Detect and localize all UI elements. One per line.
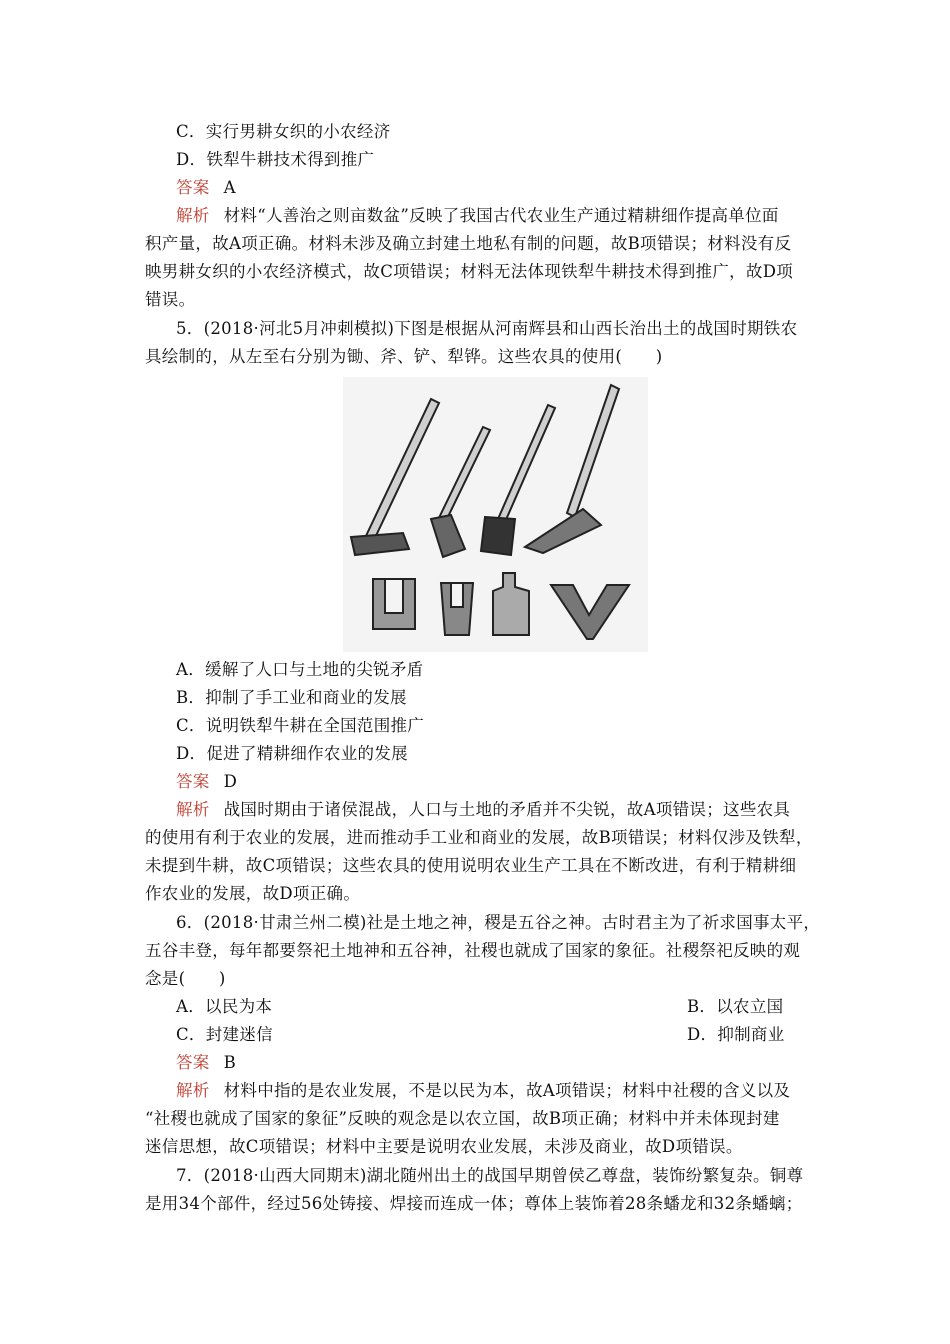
q6-option-b: B．以农立国 [687, 997, 784, 1016]
q5-analysis-line: 未提到牛耕，故C项错误；这些农具的使用说明农业生产工具在不断改进，有利于精耕细 [145, 856, 797, 875]
q5-analysis-line [176, 796, 856, 824]
q6-option-c: C．封建迷信 [176, 1025, 273, 1044]
q5-option-d: D．促进了精耕细作农业的发展 [176, 744, 408, 763]
q4-analysis-line: 映男耕女织的小农经济模式，故C项错误；材料无法体现铁犁牛耕技术得到推广，故D项 [145, 262, 794, 281]
answer-value: B [223, 1053, 237, 1072]
analysis-text: 战国时期由于诸侯混战，人口与土地的矛盾并不尖锐，故A项错误；这些农具 [223, 800, 791, 819]
q4-analysis-line: 错误。 [145, 290, 196, 309]
analysis-label: 解析 [176, 800, 210, 819]
q6-options-row-1 [176, 993, 856, 1021]
q5-stem-line: 具绘制的，从左至右分别为锄、斧、铲、犁铧。这些农具的使用( ) [145, 347, 663, 366]
q5-analysis-line: 的使用有利于农业的发展，进而推动手工业和商业的发展，故B项错误；材料仅涉及铁犁， [145, 828, 813, 847]
q5-option-b: B．抑制了手工业和商业的发展 [176, 688, 407, 707]
analysis-label: 解析 [176, 206, 210, 225]
analysis-label: 解析 [176, 1081, 210, 1100]
q5-answer [176, 768, 856, 796]
q5-stem-line: 5．(2018·河北5月冲刺模拟)下图是根据从河南辉县和山西长治出土的战国时期铁农 [176, 319, 798, 338]
q4-answer [176, 174, 856, 202]
answer-label: 答案 [176, 1053, 210, 1072]
q7-stem-line: 是用34个部件，经过56处铸接、焊接而连成一体；尊体上装饰着28条蟠龙和32条蟠螭； [145, 1194, 803, 1213]
answer-label: 答案 [176, 178, 210, 197]
q6-option-d: D．抑制商业 [687, 1025, 785, 1044]
q5-option-a: A．缓解了人口与土地的尖锐矛盾 [176, 660, 424, 679]
q6-answer [176, 1049, 856, 1077]
answer-value: D [223, 772, 238, 791]
q6-stem-line: 6．(2018·甘肃兰州二模)社是土地之神，稷是五谷之神。古时君主为了祈求国事太平， [176, 913, 821, 932]
q6-stem-line: 念是( ) [145, 969, 226, 988]
q4-option-c: C．实行男耕女织的小农经济 [176, 122, 391, 141]
q7-stem-line: 7．(2018·山西大同期末)湖北随州出土的战国早期曾侯乙尊盘，装饰纷繁复杂。铜尊 [176, 1166, 804, 1185]
q6-option-a: A．以民为本 [176, 997, 273, 1016]
analysis-text: 材料“人善治之则亩数盆”反映了我国古代农业生产通过精耕细作提高单位面 [223, 206, 779, 225]
q5-analysis-line: 作农业的发展，故D项正确。 [145, 884, 361, 903]
answer-label: 答案 [176, 772, 210, 791]
q6-analysis-line [176, 1077, 856, 1105]
q6-stem-line: 五谷丰登，每年都要祭祀土地神和五谷神，社稷也就成了国家的象征。社稷祭祀反映的观 [145, 941, 801, 960]
answer-value: A [223, 178, 236, 197]
farm-tools-illustration [343, 377, 648, 652]
q5-option-c: C．说明铁犁牛耕在全国范围推广 [176, 716, 425, 735]
iron-farm-tools-figure [343, 377, 648, 652]
q4-analysis-line: 积产量，故A项正确。材料未涉及确立封建土地私有制的问题，故B项错误；材料没有反 [145, 234, 792, 253]
q4-analysis-line [176, 202, 856, 230]
q4-option-d: D．铁犁牛耕技术得到推广 [176, 150, 375, 169]
q6-analysis-line: 迷信思想，故C项错误；材料中主要是说明农业发展，未涉及商业，故D项错误。 [145, 1137, 743, 1156]
q6-options-row-2 [176, 1021, 856, 1049]
q6-analysis-line: “社稷也就成了国家的象征”反映的观念是以农立国，故B项正确；材料中并未体现封建 [145, 1109, 780, 1128]
analysis-text: 材料中指的是农业发展，不是以民为本，故A项错误；材料中社稷的含义以及 [223, 1081, 791, 1100]
